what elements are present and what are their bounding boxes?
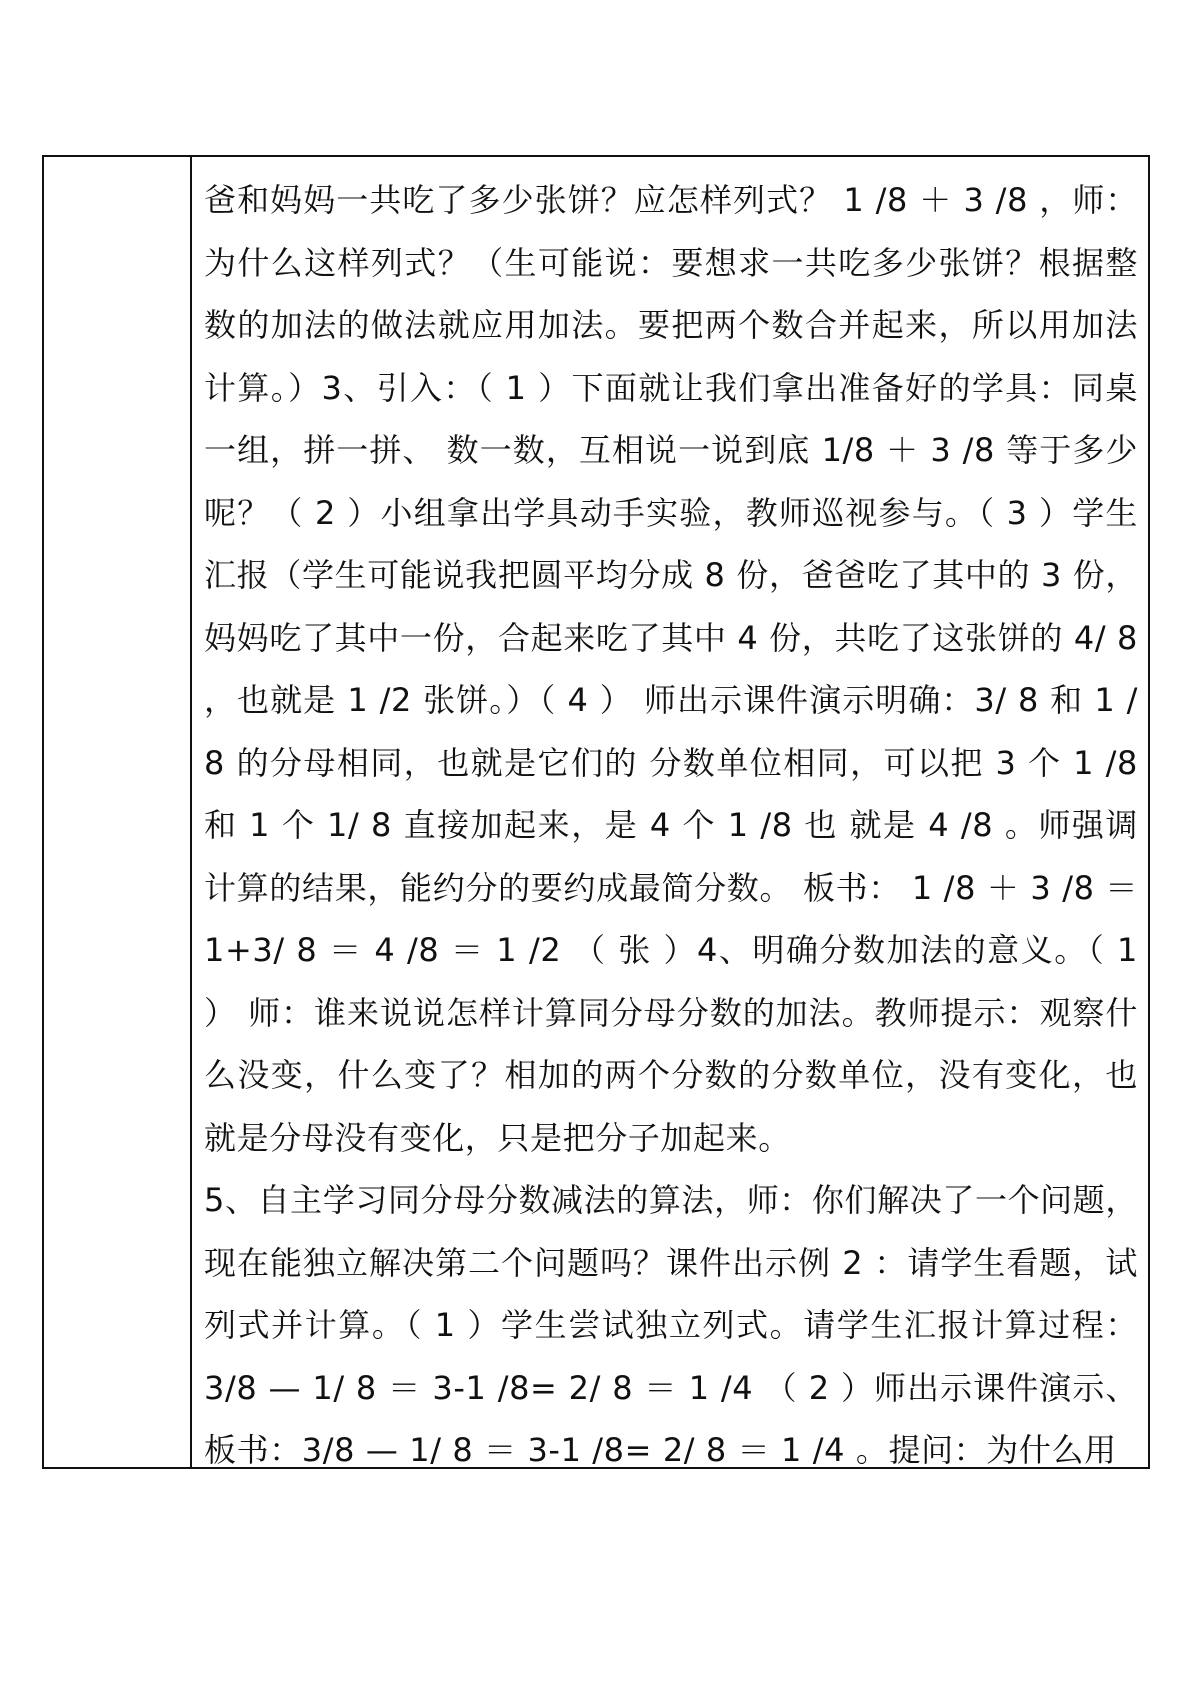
lesson-paragraph-1: 爸和妈妈一共吃了多少张饼？应怎样列式？ 1 /8 ＋ 3 /8 ，师：为什么这样列式？（生可能说：要想求一共吃多少张饼？根据整数的加法的做法就应用加法。要把两个数合并起来，所以用加法计算。）3、引入：（ 1 ）下面就让我们拿出准备好的学具：同桌一组，拼一拼、 数一数，互相说一说到底 1/8 ＋ 3 /8 等于多少呢？（ 2 ）小组拿出学具动手实验，教师巡视参与。（ 3 ）学生汇报（学生可能说我把圆平均分成 8 份，爸爸吃了其中的 3 份，妈妈吃了其中一份，合起来吃了其中 4 份，共吃了这张饼的 4/ 8 ，也就是 1 /2 张饼。）（ 4 ） 师出示课件演示明确：3/ 8 和 1 /8 的分母相同，也就是它们的 分数单位相同，可以把 3 个 1 /8 和 1 个 1/ 8 直接加起来，是 4 个 1 /8 也 就是 4 /8 。师强调计算的结果，能约分的要约成最简分数。 板书： 1 /8 ＋ 3 /8 ＝ 1+3/ 8 ＝ 4 /8 ＝ 1 /2 （ 张 ）4、明确分数加法的意义。（ 1 ） 师：谁来说说怎样计算同分母分数的加法。教师提示：观察什么没变，什么变了？相加的两个分数的分数单位，没有变化，也就是分母没有变化，只是把分子加起来。 <box>204 181 1138 1157</box>
table-content-cell <box>192 157 1148 1467</box>
lesson-table <box>42 155 1150 1469</box>
lesson-paragraph-2: 5、自主学习同分母分数减法的算法，师：你们解决了一个问题，现在能独立解决第二个问题吗？课件出示例 2 ：请学生看题，试列式并计算。（ 1 ）学生尝试独立列式。请学生汇报计算过程：3/8 — 1/ 8 ＝ 3-1 /8= 2/ 8 ＝ 1 /4 （ 2 ）师出示课件演示、板书：3/8 — 1/ 8 ＝ 3-1 /8= 2/ 8 ＝ 1 /4 。提问：为什么用 <box>204 1181 1138 1467</box>
table-left-cell <box>44 157 192 1467</box>
